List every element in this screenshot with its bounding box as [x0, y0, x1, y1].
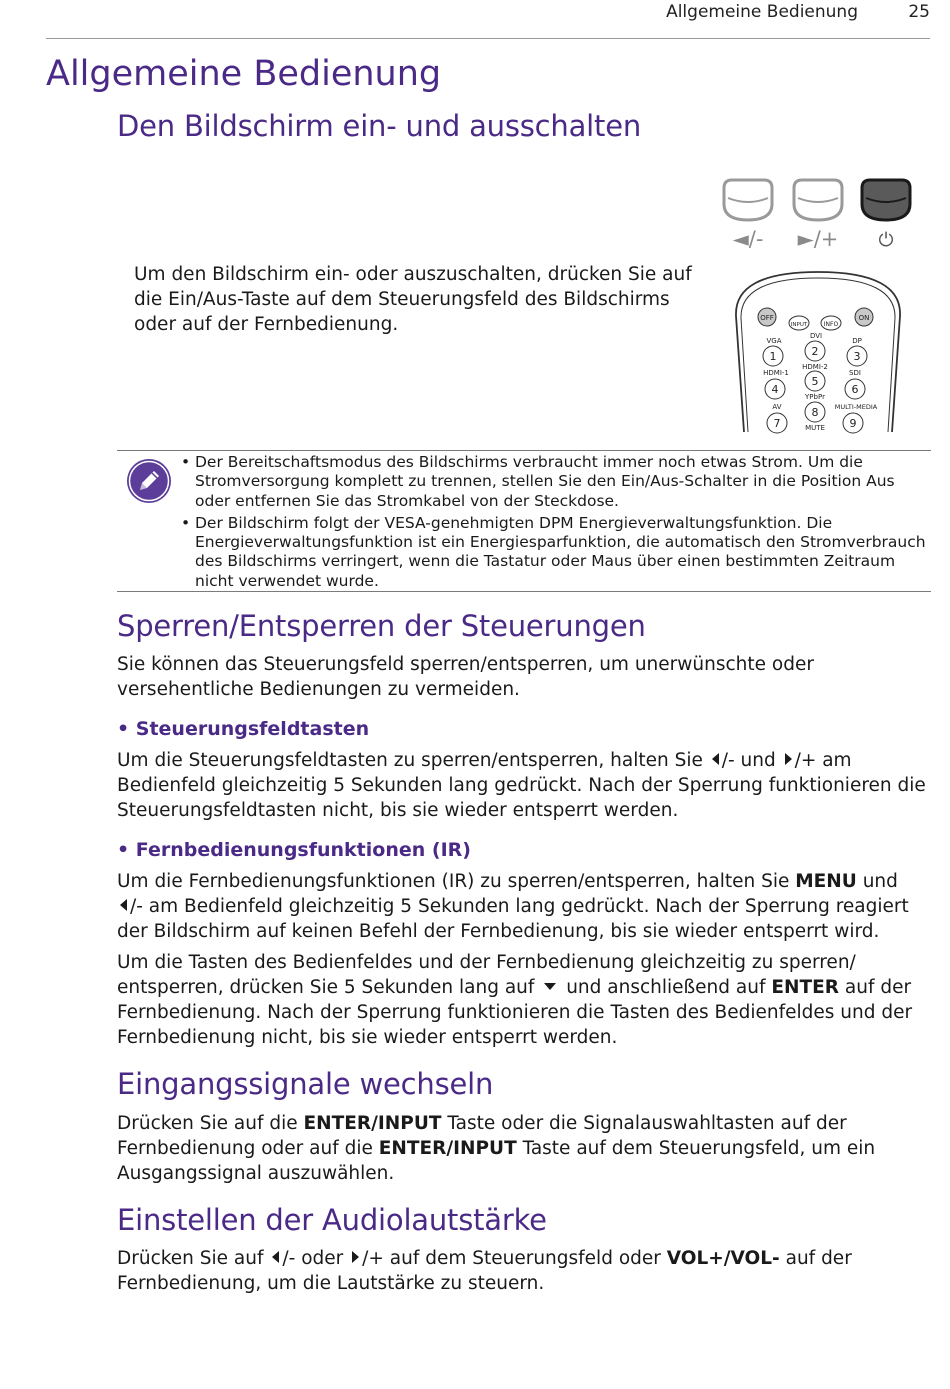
- volume-text-3: /+ auf dem Steuerungsfeld oder: [362, 1248, 661, 1269]
- lock-heading: Sperren/Entsperren der Steuerungen: [117, 609, 646, 643]
- remote-sdi-label: SDI: [849, 369, 861, 377]
- volume-text-1: Drücken Sie auf: [117, 1248, 264, 1269]
- remote-control: [736, 272, 900, 433]
- input-text-3: Taste auf dem Steuerungsfeld, um ein Ausgangssignal auszuwählen.: [117, 1138, 876, 1184]
- remote-info-label: INFO: [823, 321, 839, 328]
- remote-input-label: INPUT: [790, 322, 808, 328]
- page-number: 25: [908, 2, 930, 22]
- remote-key-6: 6: [851, 383, 859, 396]
- vol-key-label: VOL+/VOL-: [666, 1248, 780, 1269]
- volume-text-2: /- oder: [282, 1248, 344, 1269]
- power-key-illustration: [718, 176, 918, 434]
- input-text-1: Drücken Sie auf die: [117, 1113, 298, 1134]
- panel-key-power-icon: [862, 180, 910, 220]
- remote-key-4: 4: [771, 383, 779, 396]
- lock-both-text-1: Um die Tasten des Bedienfeldes und der Fernbedienung gleichzeitig zu sperren/ entsperren, drücken Sie 5 Sekunden lang auf: [117, 952, 856, 998]
- lock-both-text: [117, 950, 929, 1050]
- remote-key-9: 9: [849, 417, 857, 430]
- remote-av-label: AV: [772, 403, 782, 411]
- left-arrow-icon: [120, 899, 127, 911]
- menu-key-label: MENU: [795, 871, 857, 892]
- right-arrow-icon: [352, 1251, 359, 1263]
- power-text: Um den Bildschirm ein- oder auszuschalten, drücken Sie auf die Ein/Aus-Taste auf dem Steuerungsfeld des Bildschirms oder auf der Fernbedienung.: [134, 264, 692, 335]
- input-text: [117, 1111, 929, 1186]
- left-arrow-icon: [712, 753, 719, 765]
- remote-text-3: /- am Bedienfeld gleichzeitig 5 Sekunden lang gedrückt. Nach der Sperrung reagiert der Bildschirm auf keinen Befehl der Fernbedienung, bis sie wieder entsperrt wird.: [117, 896, 909, 942]
- key-label-right: ►/+: [797, 227, 839, 251]
- down-arrow-icon: [544, 983, 556, 990]
- note-list: [181, 453, 926, 594]
- key-label-left: ◄/-: [732, 227, 764, 251]
- remote-text-1: Um die Fernbedienungsfunktionen (IR) zu sperren/entsperren, halten Sie: [117, 871, 790, 892]
- enter-key-label: ENTER: [771, 977, 839, 998]
- remote-text-2: und: [862, 871, 898, 892]
- power-heading: Den Bildschirm ein- und ausschalten: [117, 109, 642, 143]
- panel-keys-text: [117, 748, 929, 823]
- note-box: [117, 450, 931, 592]
- remote-vga-label: VGA: [766, 337, 782, 345]
- panel-keys-text-2: /- und: [721, 750, 776, 771]
- enter-input-key-label-2: ENTER/INPUT: [378, 1138, 517, 1159]
- right-arrow-icon: [785, 753, 792, 765]
- lock-intro: Sie können das Steuerungsfeld sperren/entsperren, um unerwünschte oder versehentliche Bedienungen zu vermeiden.: [117, 654, 814, 700]
- remote-key-1: 1: [769, 350, 777, 363]
- remote-multimedia-label: MULTI-MEDIA: [834, 403, 878, 411]
- remote-on-label: ON: [858, 314, 870, 322]
- remote-text: [117, 869, 929, 944]
- lock-both-text-3: auf der Fernbedienung. Nach der Sperrung funktionieren die Tasten des Bedienfeldes und der Fernbedienung nicht, bis sie wieder entsperrt werden.: [117, 977, 913, 1048]
- panel-keys-text-3: /+ am Bedienfeld gleichzeitig 5 Sekunden lang gedrückt. Nach der Sperrung funktionieren die Steuerungsfeldtasten nicht, bis sie wieder entsperrt werden.: [117, 750, 926, 821]
- remote-key-7: 7: [773, 417, 781, 430]
- remote-key-5: 5: [811, 375, 819, 388]
- panel-key-left-icon: [724, 180, 772, 220]
- panel-key-right-icon: [794, 180, 842, 220]
- volume-text-4: auf der Fernbedienung, um die Lautstärke zu steuern.: [117, 1248, 852, 1294]
- volume-heading: Einstellen der Audiolautstärke: [117, 1203, 547, 1237]
- remote-heading: • Fernbedienungsfunktionen (IR): [117, 839, 471, 861]
- remote-hdmi1-label: HDMI-1: [763, 369, 789, 377]
- note-item-dpm: • Der Bildschirm folgt der VESA-genehmigten DPM Energieverwaltungsfunktion. Die Energieverwaltungsfunktion ist ein Energiesparfunktion, die automatisch den Stromverbrauch des Bildschirms verringert, wenn die Tastatur oder Maus über einen bestimmten Zeitraum nicht verwendet wurde.: [181, 514, 926, 591]
- remote-dvi-label: DVI: [809, 332, 823, 340]
- enter-input-key-label: ENTER/INPUT: [303, 1113, 442, 1134]
- page-title: Allgemeine Bedienung: [46, 54, 442, 94]
- input-text-2: Taste oder die Signalauswahltasten auf der Fernbedienung oder auf die: [117, 1113, 847, 1159]
- remote-key-2: 2: [811, 345, 819, 358]
- remote-mute-label: MUTE: [805, 424, 825, 432]
- running-header-title: Allgemeine Bedienung: [666, 2, 858, 22]
- input-heading: Eingangssignale wechseln: [117, 1067, 494, 1101]
- volume-text: [117, 1246, 929, 1296]
- remote-off-label: OFF: [760, 314, 774, 322]
- key-label-power: ⏻: [878, 229, 894, 251]
- remote-key-3: 3: [853, 350, 861, 363]
- panel-keys-text-1: Um die Steuerungsfeldtasten zu sperren/entsperren, halten Sie: [117, 750, 703, 771]
- note-item-standby: • Der Bereitschaftsmodus des Bildschirms verbraucht immer noch etwas Strom. Um die Stromversorgung komplett zu trennen, stellen Sie den Ein/Aus-Schalter in die Position Aus oder entfernen Sie das Stromkabel von der Steckdose.: [181, 453, 926, 511]
- remote-dp-label: DP: [852, 337, 862, 345]
- remote-key-8: 8: [811, 406, 819, 419]
- remote-ypbpr-label: YPbPr: [805, 393, 825, 401]
- remote-hdmi2-label: HDMI-2: [802, 363, 828, 371]
- header-rule: [46, 38, 930, 39]
- left-arrow-icon: [272, 1251, 279, 1263]
- pencil-icon: [126, 458, 172, 504]
- lock-both-text-2: und anschließend auf: [566, 977, 766, 998]
- running-header: [0, 0, 950, 40]
- panel-keys-heading: • Steuerungsfeldtasten: [117, 718, 370, 740]
